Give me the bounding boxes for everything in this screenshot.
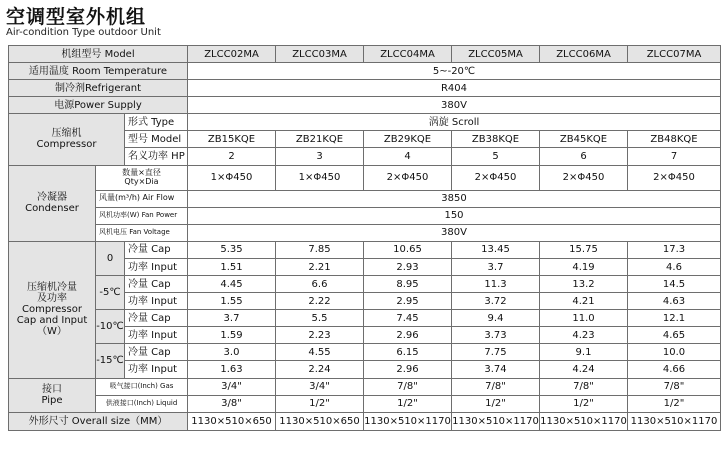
size-value: 1130×510×650	[276, 412, 364, 430]
compressor-label-cn: 压缩机	[51, 128, 82, 140]
size-label: 外形尺寸 Overall size（MM）	[9, 412, 188, 430]
input-value: 1.59	[188, 327, 276, 344]
page-title: 空调型室外机组	[6, 6, 147, 28]
input-label: 功率 Input	[125, 327, 188, 344]
pipe-label-cn: 接口	[42, 384, 62, 396]
pipe-liquid-row	[9, 395, 721, 412]
cap-value: 15.75	[540, 241, 628, 258]
condenser-qty: 2×Φ450	[364, 165, 452, 190]
capacity-row	[9, 310, 721, 327]
capacity-row	[9, 344, 721, 361]
compressor-hp-label: 名义功率 HP	[125, 148, 188, 165]
cap-value: 13.2	[540, 276, 628, 293]
input-value: 4.65	[628, 327, 721, 344]
compressor-hp: 5	[452, 148, 540, 165]
compressor-model: ZB38KQE	[452, 131, 540, 148]
model-header: ZLCC07MA	[628, 46, 721, 63]
condenser-qty: 2×Φ450	[628, 165, 721, 190]
pipe-liquid: 1/2"	[452, 395, 540, 412]
pipe-liquid-label: 供液接口(Inch) Liquid	[96, 395, 188, 412]
compressor-hp: 6	[540, 148, 628, 165]
compressor-type-label: 形式 Type	[125, 114, 188, 131]
size-value: 1130×510×1170	[364, 412, 452, 430]
size-row	[9, 412, 721, 430]
pipe-liquid: 1/2"	[364, 395, 452, 412]
size-value: 1130×510×650	[188, 412, 276, 430]
spec-table	[8, 45, 721, 431]
refrigerant-label: 制冷剂Refrigerant	[9, 80, 188, 97]
temp-label: -15℃	[96, 344, 125, 378]
compressor-model: ZB48KQE	[628, 131, 721, 148]
cap-value: 6.15	[364, 344, 452, 361]
input-value: 4.24	[540, 361, 628, 378]
capacity-label	[9, 241, 96, 378]
condenser-fan-voltage-row	[9, 224, 721, 241]
condenser-airflow-row	[9, 190, 721, 207]
size-value: 1130×510×1170	[452, 412, 540, 430]
size-value: 1130×510×1170	[540, 412, 628, 430]
model-header-label: 机组型号 Model	[9, 46, 188, 63]
input-label: 功率 Input	[125, 293, 188, 310]
input-value: 4.21	[540, 293, 628, 310]
pipe-liquid: 1/2"	[276, 395, 364, 412]
capacity-row	[9, 241, 721, 258]
pipe-gas: 7/8"	[452, 378, 540, 395]
input-value: 2.23	[276, 327, 364, 344]
refrigerant-row	[9, 80, 721, 97]
cap-value: 9.1	[540, 344, 628, 361]
condenser-fan-voltage-label: 风机电压 Fan Voltage	[96, 224, 188, 241]
condenser-fan-power-value: 150	[188, 207, 721, 224]
pipe-gas: 7/8"	[364, 378, 452, 395]
input-label: 功率 Input	[125, 361, 188, 378]
condenser-qty-label	[96, 165, 188, 190]
cap-value: 10.0	[628, 344, 721, 361]
compressor-model: ZB29KQE	[364, 131, 452, 148]
cap-value: 14.5	[628, 276, 721, 293]
cap-value: 12.1	[628, 310, 721, 327]
cap-value: 11.0	[540, 310, 628, 327]
input-value: 1.51	[188, 258, 276, 275]
condenser-airflow-label: 风量(m³/h) Air Flow	[96, 190, 188, 207]
input-value: 4.23	[540, 327, 628, 344]
cap-value: 17.3	[628, 241, 721, 258]
room-temp-row	[9, 63, 721, 80]
cap-value: 11.3	[452, 276, 540, 293]
cap-label: 冷量 Cap	[125, 310, 188, 327]
pipe-gas: 7/8"	[540, 378, 628, 395]
pipe-gas-label: 吸气接口(Inch) Gas	[96, 378, 188, 395]
compressor-model: ZB15KQE	[188, 131, 276, 148]
condenser-qty: 2×Φ450	[452, 165, 540, 190]
condenser-fan-voltage-value: 380V	[188, 224, 721, 241]
compressor-hp: 4	[364, 148, 452, 165]
input-value: 2.93	[364, 258, 452, 275]
cap-value: 4.45	[188, 276, 276, 293]
capacity-label-cn: 压缩机冷量	[27, 282, 77, 294]
cap-value: 4.55	[276, 344, 364, 361]
temp-label: -5℃	[96, 276, 125, 310]
condenser-qty-row	[9, 165, 721, 190]
power-supply-label: 电源Power Supply	[9, 97, 188, 114]
room-temp-value: 5~-20℃	[188, 63, 721, 80]
compressor-hp: 7	[628, 148, 721, 165]
pipe-liquid: 1/2"	[628, 395, 721, 412]
input-value: 1.63	[188, 361, 276, 378]
pipe-gas: 7/8"	[628, 378, 721, 395]
size-value: 1130×510×1170	[628, 412, 721, 430]
compressor-hp: 2	[188, 148, 276, 165]
input-value: 2.96	[364, 361, 452, 378]
pipe-liquid: 3/8"	[188, 395, 276, 412]
pipe-liquid: 1/2"	[540, 395, 628, 412]
condenser-qty: 2×Φ450	[540, 165, 628, 190]
model-header: ZLCC02MA	[188, 46, 276, 63]
pipe-label-en: Pipe	[41, 395, 63, 407]
cap-label: 冷量 Cap	[125, 344, 188, 361]
condenser-label-en: Condenser	[25, 203, 79, 215]
cap-value: 7.75	[452, 344, 540, 361]
temp-label: -10℃	[96, 310, 125, 344]
capacity-label-en: Compressor	[22, 304, 82, 316]
model-header: ZLCC03MA	[276, 46, 364, 63]
condenser-fan-power-label: 风机功率(W) Fan Power	[96, 207, 188, 224]
pipe-label	[9, 378, 96, 412]
input-value: 2.21	[276, 258, 364, 275]
cap-label: 冷量 Cap	[125, 241, 188, 258]
pipe-gas: 3/4"	[188, 378, 276, 395]
compressor-model: ZB45KQE	[540, 131, 628, 148]
power-supply-value: 380V	[188, 97, 721, 114]
input-value: 3.72	[452, 293, 540, 310]
compressor-model-label: 型号 Model	[125, 131, 188, 148]
room-temp-label: 适用温度 Room Temperature	[9, 63, 188, 80]
capacity-label-unit: （W）	[37, 326, 67, 338]
cap-value: 9.4	[452, 310, 540, 327]
condenser-label-cn: 冷凝器	[37, 192, 67, 204]
temp-label: 0	[96, 241, 125, 275]
input-value: 1.55	[188, 293, 276, 310]
cap-value: 13.45	[452, 241, 540, 258]
compressor-hp: 3	[276, 148, 364, 165]
cap-value: 5.5	[276, 310, 364, 327]
input-value: 3.74	[452, 361, 540, 378]
pipe-gas-row	[9, 378, 721, 395]
compressor-label	[9, 114, 125, 165]
cap-value: 3.0	[188, 344, 276, 361]
input-value: 4.66	[628, 361, 721, 378]
model-header: ZLCC05MA	[452, 46, 540, 63]
condenser-qty: 1×Φ450	[188, 165, 276, 190]
condenser-qty-label-en: Qty×Dia	[124, 176, 159, 186]
condenser-airflow-value: 3850	[188, 190, 721, 207]
condenser-qty-label-cn: 数量×直径	[122, 167, 161, 177]
input-label: 功率 Input	[125, 258, 188, 275]
page-subtitle: Air-condition Type outdoor Unit	[6, 27, 161, 38]
model-header: ZLCC04MA	[364, 46, 452, 63]
input-value: 3.7	[452, 258, 540, 275]
input-value: 4.19	[540, 258, 628, 275]
input-value: 2.22	[276, 293, 364, 310]
input-value: 4.63	[628, 293, 721, 310]
input-value: 2.24	[276, 361, 364, 378]
compressor-label-en: Compressor	[36, 139, 97, 151]
cap-value: 8.95	[364, 276, 452, 293]
input-value: 3.73	[452, 327, 540, 344]
model-header: ZLCC06MA	[540, 46, 628, 63]
refrigerant-value: R404	[188, 80, 721, 97]
cap-value: 3.7	[188, 310, 276, 327]
input-value: 2.96	[364, 327, 452, 344]
cap-value: 5.35	[188, 241, 276, 258]
capacity-row	[9, 276, 721, 293]
compressor-model: ZB21KQE	[276, 131, 364, 148]
cap-value: 10.65	[364, 241, 452, 258]
cap-label: 冷量 Cap	[125, 276, 188, 293]
capacity-label-en: Cap and Input	[16, 315, 88, 327]
condenser-qty: 1×Φ450	[276, 165, 364, 190]
compressor-type-value: 涡旋 Scroll	[188, 114, 721, 131]
condenser-label	[9, 165, 96, 241]
power-supply-row	[9, 97, 721, 114]
input-value: 2.95	[364, 293, 452, 310]
condenser-fan-power-row	[9, 207, 721, 224]
capacity-label-cn: 及功率	[37, 293, 67, 305]
cap-value: 6.6	[276, 276, 364, 293]
cap-value: 7.85	[276, 241, 364, 258]
cap-value: 7.45	[364, 310, 452, 327]
pipe-gas: 3/4"	[276, 378, 364, 395]
compressor-type-row	[9, 114, 721, 131]
input-value: 4.6	[628, 258, 721, 275]
header-row	[9, 46, 721, 63]
